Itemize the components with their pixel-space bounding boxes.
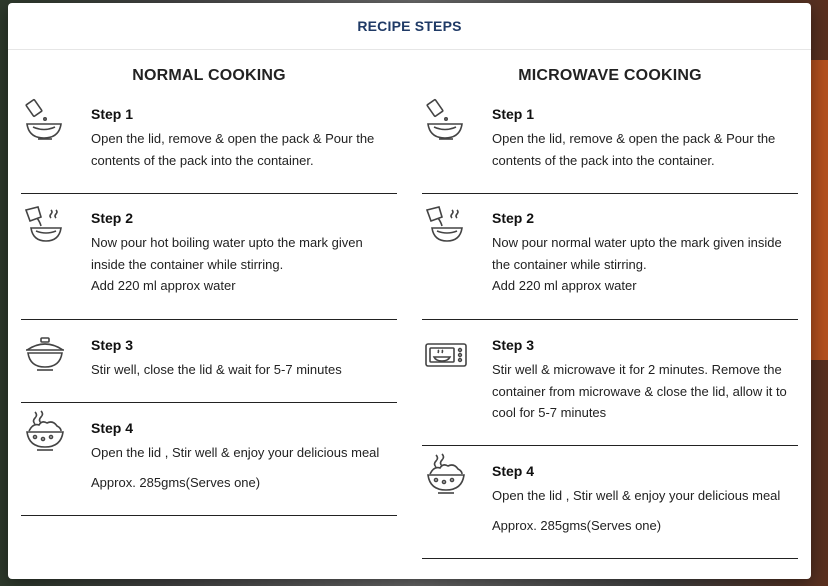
microwave-step-3 bbox=[422, 320, 798, 446]
microwave-step-2 bbox=[422, 194, 798, 320]
step-serving-info: Approx. 285gms(Serves one) bbox=[91, 474, 261, 490]
microwave-cooking-title: MICROWAVE COOKING bbox=[518, 67, 702, 84]
step-text: Stir well & microwave it for 2 minutes. Remove the container from microwave & close the lid, allow it to cool for 5-7 minutes bbox=[492, 362, 787, 420]
step-text: Now pour normal water upto the mark given inside the container while stirring. bbox=[492, 235, 782, 272]
step-text: Open the lid , Stir well & enjoy your delicious meal bbox=[91, 445, 380, 460]
normal-step-4 bbox=[21, 403, 397, 516]
normal-step-1 bbox=[21, 96, 397, 194]
modal-title: RECIPE STEPS bbox=[357, 18, 462, 34]
normal-cooking-title: NORMAL COOKING bbox=[132, 67, 286, 84]
step-text: Open the lid, remove & open the pack & Pour the contents of the pack into the container. bbox=[91, 131, 375, 168]
step-title: Step 4 bbox=[91, 420, 134, 436]
steaming-meal-bowl-icon bbox=[23, 409, 67, 453]
step-text: Now pour hot boiling water upto the mark given inside the container while stirring. bbox=[91, 235, 363, 272]
normal-step-3 bbox=[21, 320, 397, 403]
step-title: Step 4 bbox=[492, 463, 535, 479]
microwave-step-4 bbox=[422, 446, 798, 559]
microwave-oven-icon bbox=[424, 334, 468, 378]
recipe-steps-modal bbox=[8, 3, 811, 579]
step-serving-info: Approx. 285gms(Serves one) bbox=[492, 517, 662, 533]
step-title: Step 1 bbox=[492, 106, 535, 122]
step-text: Open the lid, remove & open the pack & Pour the contents of the pack into the container. bbox=[492, 131, 776, 168]
modal-header bbox=[8, 3, 811, 50]
microwave-step-1 bbox=[422, 96, 798, 194]
steaming-meal-bowl-icon bbox=[424, 452, 468, 496]
pour-pack-bowl-icon bbox=[23, 98, 67, 142]
normal-step-2 bbox=[21, 194, 397, 320]
pour-pack-bowl-icon bbox=[424, 98, 468, 142]
step-text: Open the lid , Stir well & enjoy your delicious meal bbox=[492, 488, 781, 503]
microwave-cooking-column bbox=[422, 50, 798, 559]
step-title: Step 3 bbox=[91, 337, 134, 353]
step-title: Step 3 bbox=[492, 337, 535, 353]
step-title: Step 1 bbox=[91, 106, 134, 122]
backdrop-accent bbox=[808, 60, 828, 360]
step-water-amount: Add 220 ml approx water bbox=[492, 278, 637, 293]
step-text: Stir well, close the lid & wait for 5-7 minutes bbox=[91, 362, 342, 377]
pour-water-bowl-icon bbox=[23, 204, 67, 248]
step-title: Step 2 bbox=[91, 210, 134, 226]
pour-water-bowl-icon bbox=[424, 204, 468, 248]
step-title: Step 2 bbox=[492, 210, 535, 226]
step-water-amount: Add 220 ml approx water bbox=[91, 278, 236, 293]
covered-bowl-icon bbox=[23, 334, 67, 378]
normal-cooking-column bbox=[21, 50, 397, 516]
